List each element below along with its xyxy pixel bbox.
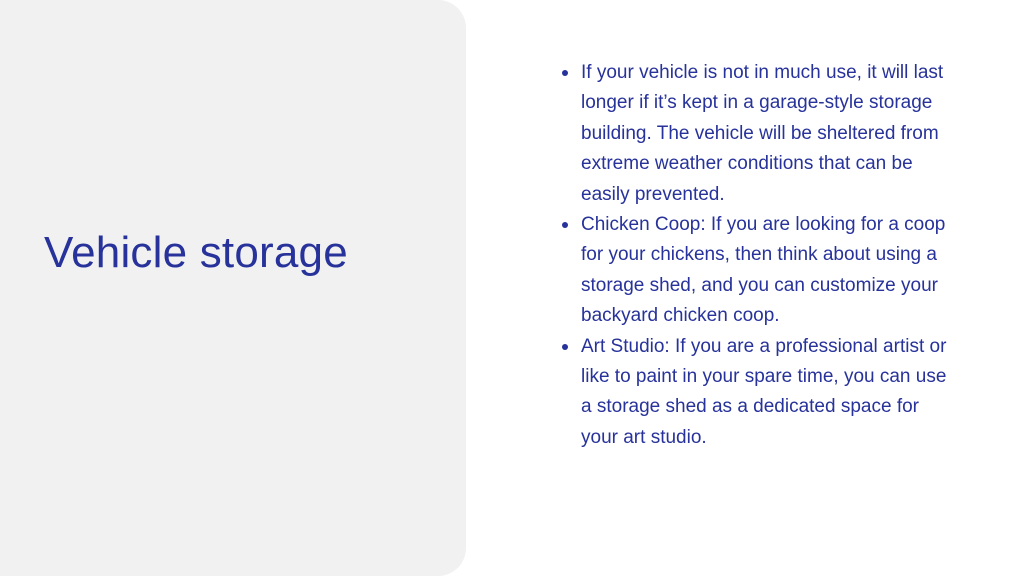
bullet-dot-icon	[562, 70, 568, 76]
bullet-text: Chicken Coop: If you are looking for a coop for your chickens, then think about using a storage shed, and you can customize your backyard chicken coop.	[581, 214, 946, 327]
bullet-item-chicken-coop	[560, 210, 955, 332]
bullet-list	[560, 58, 955, 453]
bullet-text: If your vehicle is not in much use, it will last longer if it’s kept in a garage-style storage building. The vehicle will be sheltered from extreme weather conditions that can be easily prevented.	[581, 62, 944, 205]
bullet-dot-icon	[562, 222, 568, 228]
bullet-item-vehicle	[560, 58, 955, 210]
bullet-item-art-studio	[560, 332, 955, 454]
bullet-text: Art Studio: If you are a professional artist or like to paint in your spare time, you can use a storage shed as a dedicated space for your art studio.	[581, 335, 947, 448]
title-panel	[0, 0, 466, 576]
bullet-dot-icon	[562, 344, 568, 350]
slide-title: Vehicle storage	[44, 228, 348, 277]
